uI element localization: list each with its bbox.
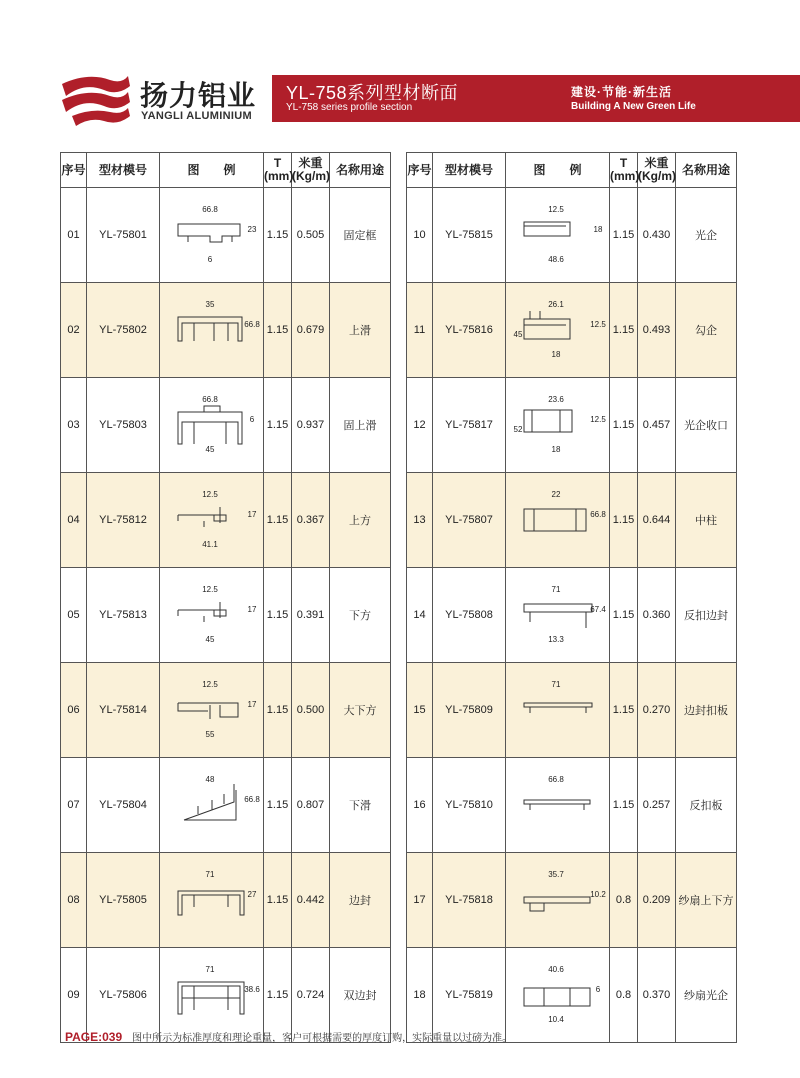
row-drawing	[506, 758, 610, 853]
col-usage: 名称用途	[330, 153, 391, 188]
row-weight: 0.270	[638, 663, 676, 758]
row-weight: 0.724	[292, 948, 330, 1043]
dimension-label: 71	[205, 870, 214, 879]
row-model: YL-75814	[87, 663, 160, 758]
dimension-label: 13.3	[547, 635, 564, 644]
row-thickness: 1.15	[610, 378, 638, 473]
dimension-label: 66.8	[589, 510, 606, 519]
profile-table-left	[60, 152, 391, 1043]
row-model: YL-75812	[87, 473, 160, 568]
row-no: 10	[407, 188, 433, 283]
row-weight: 0.391	[292, 568, 330, 663]
table-row	[61, 378, 391, 473]
slogan-cn: 建设·节能·新生活	[571, 85, 672, 99]
row-18-profile-drawing	[510, 962, 606, 1028]
row-weight: 0.370	[638, 948, 676, 1043]
dimension-label: 66.8	[201, 395, 218, 404]
table-row	[61, 283, 391, 378]
row-03-profile-drawing	[164, 392, 260, 458]
row-drawing	[506, 188, 610, 283]
col-weight-label: 米重	[644, 156, 669, 170]
dimension-label: 66.8	[243, 795, 260, 804]
row-model: YL-75817	[433, 378, 506, 473]
dimension-label: 23.6	[547, 395, 564, 404]
profile-outline	[178, 507, 226, 527]
row-drawing	[160, 473, 264, 568]
dimension-label: 12.5	[589, 320, 606, 329]
col-weight-unit: (Kg/m)	[638, 169, 676, 183]
row-thickness: 1.15	[610, 758, 638, 853]
row-usage: 上方	[330, 473, 391, 568]
dimension-label: 10.2	[589, 890, 606, 899]
col-t	[264, 153, 292, 188]
dimension-label: 45	[513, 330, 522, 339]
col-t-unit: (mm)	[264, 169, 294, 183]
row-weight: 0.442	[292, 853, 330, 948]
dimension-label: 71	[551, 680, 560, 689]
row-no: 07	[61, 758, 87, 853]
row-model: YL-75802	[87, 283, 160, 378]
table-row	[407, 663, 737, 758]
row-drawing	[506, 948, 610, 1043]
profile-outline	[178, 982, 244, 1014]
row-no: 13	[407, 473, 433, 568]
row-no: 01	[61, 188, 87, 283]
dimension-label: 18	[551, 445, 560, 454]
profile-outline	[178, 602, 226, 622]
col-t-label: T	[273, 156, 282, 170]
row-no: 11	[407, 283, 433, 378]
col-t-unit: (mm)	[610, 169, 640, 183]
row-01-profile-drawing	[164, 202, 260, 268]
row-drawing	[506, 568, 610, 663]
table-row	[61, 568, 391, 663]
row-usage: 固上滑	[330, 378, 391, 473]
dimension-label: 48	[205, 775, 214, 784]
dimension-label: 66.8	[547, 775, 564, 784]
dimension-label: 12.5	[547, 205, 564, 214]
row-no: 02	[61, 283, 87, 378]
row-weight: 0.679	[292, 283, 330, 378]
dimension-label: 18	[593, 225, 602, 234]
dimension-label: 27	[247, 890, 256, 899]
row-drawing	[160, 853, 264, 948]
table-row	[407, 283, 737, 378]
row-weight: 0.257	[638, 758, 676, 853]
dimension-label: 12.5	[201, 585, 218, 594]
col-t	[610, 153, 638, 188]
row-14-profile-drawing	[510, 582, 606, 648]
row-usage: 固定框	[330, 188, 391, 283]
dimension-label: 12.5	[201, 490, 218, 499]
row-no: 12	[407, 378, 433, 473]
dimension-label: 52	[513, 425, 522, 434]
col-usage: 名称用途	[676, 153, 737, 188]
table-row	[61, 853, 391, 948]
table-row	[407, 758, 737, 853]
row-weight: 0.209	[638, 853, 676, 948]
profile-outline	[184, 784, 236, 820]
yangli-logo-icon	[58, 70, 133, 128]
row-thickness: 1.15	[264, 663, 292, 758]
col-weight	[638, 153, 676, 188]
row-drawing	[506, 283, 610, 378]
dimension-label: 48.6	[547, 255, 564, 264]
row-usage: 纱扇光企	[676, 948, 737, 1043]
dimension-label: 22	[551, 490, 560, 499]
col-weight-label: 米重	[298, 156, 323, 170]
dimension-label: 18	[551, 350, 560, 359]
row-model: YL-75809	[433, 663, 506, 758]
table-row	[61, 473, 391, 568]
row-no: 14	[407, 568, 433, 663]
row-model: YL-75816	[433, 283, 506, 378]
row-model: YL-75813	[87, 568, 160, 663]
row-thickness: 1.15	[264, 473, 292, 568]
dimension-label: 6	[595, 985, 600, 994]
dimension-label: 35.7	[547, 870, 564, 879]
row-02-profile-drawing	[164, 297, 260, 363]
row-drawing	[160, 663, 264, 758]
row-usage: 上滑	[330, 283, 391, 378]
row-weight: 0.457	[638, 378, 676, 473]
profile-outline	[178, 703, 238, 719]
profile-outline	[178, 224, 240, 242]
row-08-profile-drawing	[164, 867, 260, 933]
row-usage: 反扣边封	[676, 568, 737, 663]
row-no: 03	[61, 378, 87, 473]
row-drawing	[160, 283, 264, 378]
row-usage: 双边封	[330, 948, 391, 1043]
row-model: YL-75810	[433, 758, 506, 853]
profile-outline	[524, 311, 570, 339]
row-thickness: 1.15	[264, 758, 292, 853]
dimension-label: 6	[207, 255, 212, 264]
page-subtitle: YL-758 series profile section	[286, 102, 413, 113]
col-no: 序号	[61, 153, 87, 188]
row-thickness: 1.15	[610, 473, 638, 568]
profile-outline	[178, 406, 242, 444]
row-weight: 0.937	[292, 378, 330, 473]
dimension-label: 45	[205, 635, 214, 644]
dimension-label: 66.8	[201, 205, 218, 214]
row-usage: 下方	[330, 568, 391, 663]
row-model: YL-75807	[433, 473, 506, 568]
row-weight: 0.644	[638, 473, 676, 568]
table-row	[407, 378, 737, 473]
footer	[65, 1029, 512, 1044]
row-06-profile-drawing	[164, 677, 260, 743]
row-model: YL-75803	[87, 378, 160, 473]
col-weight-unit: (Kg/m)	[292, 169, 330, 183]
row-usage: 大下方	[330, 663, 391, 758]
row-drawing	[506, 853, 610, 948]
row-no: 04	[61, 473, 87, 568]
table-row	[407, 188, 737, 283]
row-13-profile-drawing	[510, 487, 606, 553]
row-drawing	[506, 663, 610, 758]
dimension-label: 26.1	[547, 300, 564, 309]
row-weight: 0.360	[638, 568, 676, 663]
row-drawing	[506, 473, 610, 568]
row-17-profile-drawing	[510, 867, 606, 933]
footer-note: 图中所示为标准厚度和理论重量，客户可根据需要的厚度订购，实际重量以过磅为准。	[132, 1033, 513, 1044]
dimension-label: 10.4	[547, 1015, 564, 1024]
dimension-label: 17	[247, 700, 256, 709]
row-thickness: 1.15	[264, 568, 292, 663]
dimension-label: 17	[247, 605, 256, 614]
brand-name-en: YANGLI ALUMINIUM	[141, 110, 252, 122]
dimension-label: 71	[205, 965, 214, 974]
row-no: 08	[61, 853, 87, 948]
row-thickness: 1.15	[610, 568, 638, 663]
dimension-label: 38.6	[243, 985, 260, 994]
row-10-profile-drawing	[510, 202, 606, 268]
row-usage: 反扣板	[676, 758, 737, 853]
col-weight	[292, 153, 330, 188]
table-row	[407, 568, 737, 663]
row-drawing	[160, 378, 264, 473]
dimension-label: 67.4	[589, 605, 606, 614]
row-model: YL-75801	[87, 188, 160, 283]
table-row	[407, 473, 737, 568]
row-thickness: 1.15	[610, 188, 638, 283]
row-drawing	[160, 188, 264, 283]
dimension-label: 6	[249, 415, 254, 424]
dimension-label: 55	[205, 730, 214, 739]
row-usage: 边封	[330, 853, 391, 948]
row-thickness: 1.15	[610, 283, 638, 378]
profile-outline	[524, 703, 592, 713]
row-04-profile-drawing	[164, 487, 260, 553]
row-model: YL-75818	[433, 853, 506, 948]
profile-table-right	[406, 152, 737, 1043]
dimension-label: 66.8	[243, 320, 260, 329]
slogan-en: Building A New Green Life	[571, 101, 696, 112]
row-usage: 纱扇上下方	[676, 853, 737, 948]
row-drawing	[160, 758, 264, 853]
profile-outline	[524, 410, 572, 432]
profile-outline	[524, 604, 592, 628]
row-usage: 光企	[676, 188, 737, 283]
row-weight: 0.430	[638, 188, 676, 283]
row-12-profile-drawing	[510, 392, 606, 458]
row-no: 15	[407, 663, 433, 758]
row-weight: 0.367	[292, 473, 330, 568]
row-11-profile-drawing	[510, 297, 606, 363]
dimension-label: 12.5	[589, 415, 606, 424]
row-no: 09	[61, 948, 87, 1043]
dimension-label: 35	[205, 300, 214, 309]
table-row	[61, 758, 391, 853]
profile-outline	[524, 222, 570, 236]
profile-outline	[524, 800, 590, 810]
row-usage: 中柱	[676, 473, 737, 568]
row-thickness: 1.15	[610, 663, 638, 758]
row-drawing	[506, 378, 610, 473]
row-no: 06	[61, 663, 87, 758]
row-model: YL-75819	[433, 948, 506, 1043]
header-bar	[272, 75, 800, 122]
profile-outline	[524, 509, 586, 531]
dimension-label: 71	[551, 585, 560, 594]
dimension-label: 40.6	[547, 965, 564, 974]
row-drawing	[160, 568, 264, 663]
row-model: YL-75815	[433, 188, 506, 283]
row-model: YL-75805	[87, 853, 160, 948]
row-thickness: 1.15	[264, 853, 292, 948]
row-usage: 光企收口	[676, 378, 737, 473]
col-drawing: 图 例	[160, 153, 264, 188]
row-weight: 0.493	[638, 283, 676, 378]
profile-outline	[524, 897, 590, 911]
row-no: 16	[407, 758, 433, 853]
dimension-label: 41.1	[201, 540, 218, 549]
dimension-label: 45	[205, 445, 214, 454]
row-weight: 0.807	[292, 758, 330, 853]
row-thickness: 1.15	[264, 283, 292, 378]
dimension-label: 17	[247, 510, 256, 519]
row-thickness: 0.8	[610, 853, 638, 948]
row-thickness: 1.15	[264, 188, 292, 283]
row-07-profile-drawing	[164, 772, 260, 838]
row-15-profile-drawing	[510, 677, 606, 743]
table-row	[61, 188, 391, 283]
row-model: YL-75806	[87, 948, 160, 1043]
profile-outline	[178, 317, 242, 341]
col-no: 序号	[407, 153, 433, 188]
row-weight: 0.505	[292, 188, 330, 283]
row-thickness: 1.15	[264, 378, 292, 473]
row-no: 05	[61, 568, 87, 663]
row-model: YL-75808	[433, 568, 506, 663]
table-row	[61, 663, 391, 758]
row-usage: 勾企	[676, 283, 737, 378]
table-row	[407, 853, 737, 948]
row-05-profile-drawing	[164, 582, 260, 648]
brand-name-cn: 扬力铝业	[140, 80, 257, 111]
row-16-profile-drawing	[510, 772, 606, 838]
row-no: 17	[407, 853, 433, 948]
profile-outline	[524, 988, 590, 1006]
col-t-label: T	[619, 156, 628, 170]
page-number: PAGE:039	[65, 1030, 123, 1044]
page-title: YL-758系列型材断面	[286, 83, 459, 103]
dimension-label: 23	[247, 225, 256, 234]
row-no: 18	[407, 948, 433, 1043]
row-model: YL-75804	[87, 758, 160, 853]
col-model: 型材模号	[87, 153, 160, 188]
col-drawing: 图 例	[506, 153, 610, 188]
row-09-profile-drawing	[164, 962, 260, 1028]
dimension-label: 12.5	[201, 680, 218, 689]
profile-outline	[178, 891, 244, 915]
row-weight: 0.500	[292, 663, 330, 758]
row-usage: 下滑	[330, 758, 391, 853]
row-usage: 边封扣板	[676, 663, 737, 758]
row-thickness: 0.8	[610, 948, 638, 1043]
row-thickness: 1.15	[264, 948, 292, 1043]
col-model: 型材模号	[433, 153, 506, 188]
